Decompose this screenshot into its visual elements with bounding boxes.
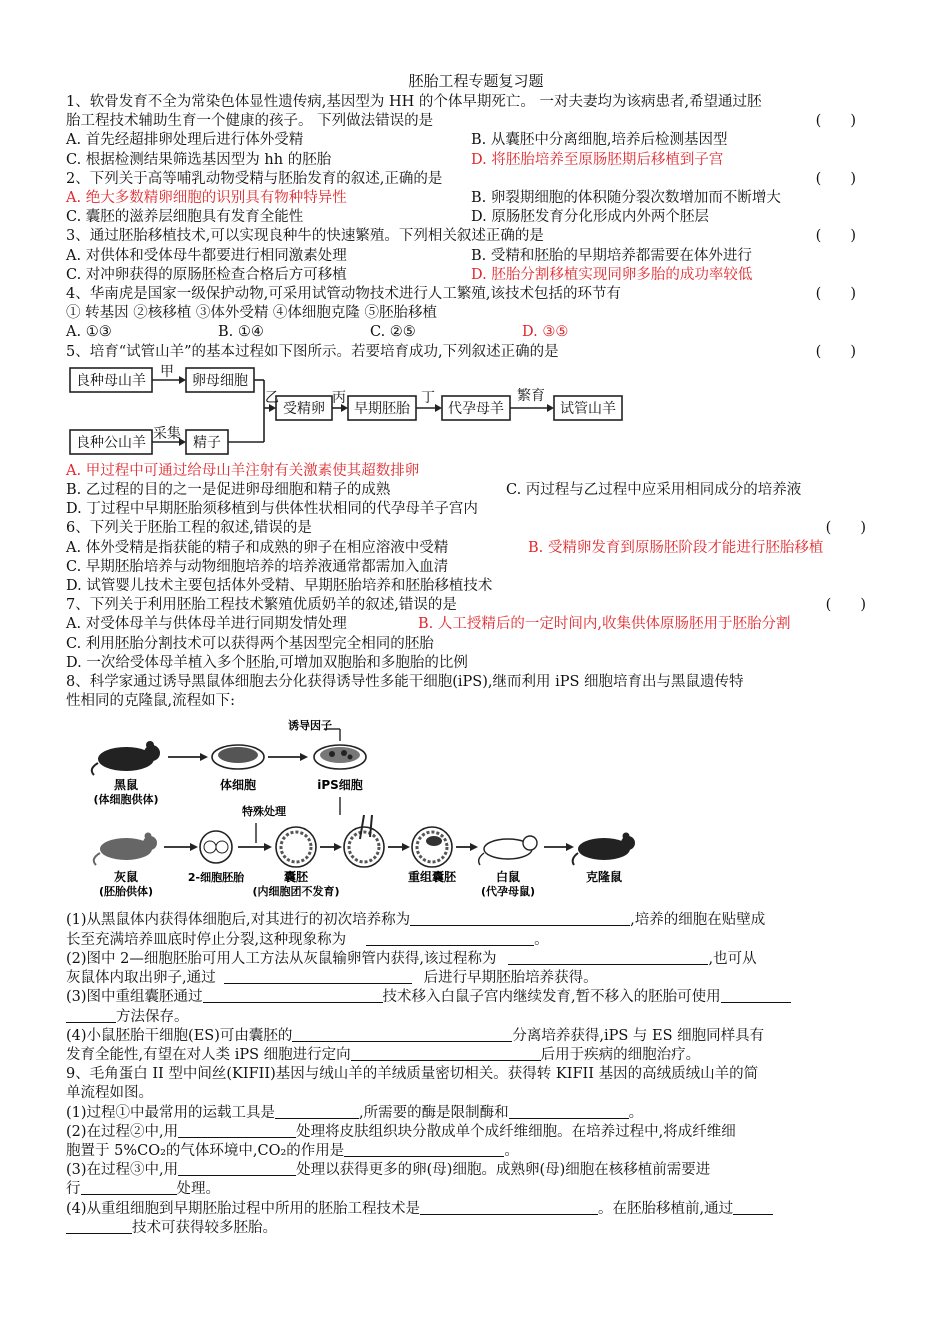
q2-option-b: B. 卵裂期细胞的体积随分裂次数增加而不断增大 bbox=[471, 190, 781, 207]
blank[interactable] bbox=[509, 1104, 629, 1119]
flow-egg: 卵母细胞 bbox=[192, 372, 248, 389]
q4-stem: 4、华南虎是国家一级保护动物,可采用试管动物技术进行人工繁殖,该技术包括的环节有 ( ) bbox=[66, 285, 886, 304]
exam-page bbox=[66, 70, 886, 1238]
flow-label-bing: 丙 bbox=[332, 389, 346, 406]
q9-part4-line2: 技术可获得较多胚胎。 bbox=[66, 1219, 886, 1238]
q8-stem-line2: 性相同的克隆鼠,流程如下: bbox=[66, 693, 235, 710]
q2-options-cd bbox=[66, 208, 886, 227]
answer-bracket: ( ) bbox=[825, 597, 866, 614]
q4-items: ① 转基因 ②核移植 ③体外受精 ④体细胞克隆 ⑤胚胎移植 bbox=[66, 305, 438, 322]
flow-zygote: 受精卵 bbox=[283, 400, 325, 417]
fig-somatic: 体细胞 bbox=[219, 778, 257, 793]
q9-part1: (1)过程①中最常用的运载工具是 ,所需要的酶是限制酶和 。 bbox=[66, 1104, 644, 1121]
clone-mouse-icon bbox=[573, 833, 635, 866]
blank[interactable] bbox=[66, 1008, 116, 1023]
blank[interactable] bbox=[508, 950, 708, 965]
q3-stem: 3、通过胚胎移植技术,可以实现良种牛的快速繁殖。下列相关叙述正确的是 ( ) bbox=[66, 227, 886, 246]
answer-bracket: ( ) bbox=[815, 170, 856, 187]
fig-blast-sub: (内细胞团不发育) bbox=[252, 885, 340, 899]
blank[interactable] bbox=[351, 1046, 541, 1061]
answer-bracket: ( ) bbox=[815, 113, 856, 130]
q2-option-d: D. 原肠胚发育分化形成内外两个胚层 bbox=[471, 209, 709, 226]
fig-ips: iPS细胞 bbox=[317, 778, 363, 793]
q7-option-b-answer: B. 人工授精后的一定时间内,收集供体原肠胚用于胚胎分割 bbox=[418, 616, 791, 633]
fig-two-cell: 2-细胞胚胎 bbox=[187, 871, 245, 885]
q1-stem-line1: 1、软骨发育不全为常染色体显性遗传病,基因型为 HH 的个体早期死亡。 一对夫妻均为该病患者,希望通过胚 bbox=[66, 94, 762, 110]
blank[interactable] bbox=[292, 1027, 512, 1042]
q1-options-ab bbox=[66, 131, 886, 150]
q9-part3-line2: 行 处理。 bbox=[66, 1181, 220, 1198]
blank[interactable] bbox=[733, 1200, 773, 1215]
blank[interactable] bbox=[178, 1123, 296, 1138]
q8-stem-line1: 8、科学家通过诱导黑鼠体细胞去分化获得诱导性多能干细胞(iPS),继而利用 iPS 细胞培育出与黑鼠遗传特 bbox=[66, 674, 744, 691]
q6-stem: 6、下列关于胚胎工程的叙述,错误的是 ( ) bbox=[66, 519, 886, 538]
flow-label-yi: 乙 bbox=[265, 389, 279, 406]
blank[interactable] bbox=[410, 911, 630, 926]
ips-dish-icon bbox=[314, 745, 366, 769]
page-title: 胚胎工程专题复习题 bbox=[408, 72, 544, 90]
q8-part4-line2: 发育全能性,有望在对人类 iPS 细胞进行定向 后用于疾病的细胞治疗。 bbox=[66, 1046, 701, 1063]
blank[interactable] bbox=[275, 1104, 359, 1119]
q9-stem-line1: 9、毛角蛋白 II 型中间丝(KIFII)基因与绒山羊的羊绒质量密切相关。获得转 KIFII 基因的高绒质绒山羊的简 bbox=[66, 1066, 759, 1083]
q5-options-bc bbox=[66, 481, 886, 500]
q8-part2-line2: 灰鼠体内取出卵子,通过 后进行早期胚胎培养获得。 bbox=[66, 970, 598, 987]
q1-options-cd bbox=[66, 151, 886, 170]
blank[interactable] bbox=[81, 1180, 177, 1195]
q2-options-ab bbox=[66, 189, 886, 208]
answer-bracket: ( ) bbox=[815, 343, 856, 360]
q5-stem: 5、培育“试管山羊”的基本过程如下图所示。若要培育成功,下列叙述正确的是 ( ) bbox=[66, 343, 886, 362]
q1-option-d-answer: D. 将胚胎培养至原肠胚期后移植到子宫 bbox=[471, 151, 724, 168]
fig-factor: 诱导因子 bbox=[288, 719, 332, 733]
blank[interactable] bbox=[366, 931, 534, 946]
q8-part4-line1: (4)小鼠胚胎干细胞(ES)可由囊胚的 分离培养获得,iPS 与 ES 细胞同样具有 bbox=[66, 1027, 765, 1044]
fig-white-sub: (代孕母鼠) bbox=[480, 885, 536, 899]
blank[interactable] bbox=[721, 988, 791, 1003]
q3-option-c: C. 对冲卵获得的原肠胚检查合格后方可移植 bbox=[66, 266, 347, 283]
gray-mouse-icon bbox=[94, 833, 157, 866]
q3-options-cd bbox=[66, 266, 886, 285]
fig-blast: 囊胚 bbox=[283, 870, 309, 885]
q3-option-a: A. 对供体和受体母牛都要进行相同激素处理 bbox=[66, 247, 347, 264]
blastocyst-icon bbox=[276, 827, 316, 867]
q3-options-ab bbox=[66, 247, 886, 266]
q2-option-c: C. 囊胚的滋养层细胞具有发育全能性 bbox=[66, 209, 304, 226]
blank[interactable] bbox=[66, 1219, 132, 1234]
flow-label-jia: 甲 bbox=[160, 363, 174, 380]
q6-option-c: C. 早期胚胎培养与动物细胞培养的培养液通常都需加入血清 bbox=[66, 558, 449, 575]
fig-black-sub: (体细胞供体) bbox=[93, 793, 159, 807]
blank[interactable] bbox=[420, 1200, 598, 1215]
q1-option-c: C. 根据检测结果筛选基因型为 hh 的胚胎 bbox=[66, 151, 332, 168]
q6-option-a: A. 体外受精是指获能的精子和成熟的卵子在相应溶液中受精 bbox=[66, 539, 449, 556]
blank[interactable] bbox=[344, 1142, 504, 1157]
somatic-dish-icon bbox=[212, 745, 264, 769]
q5-option-a-answer: A. 甲过程中可通过给母山羊注射有关激素使其超数排卵 bbox=[66, 462, 420, 479]
q3-option-d-answer: D. 胚胎分割移植实现同卵多胎的成功率较低 bbox=[471, 266, 753, 283]
q8-part3-line1: (3)图中重组囊胚通过 技术移入白鼠子宫内继续发育,暂不移入的胚胎可使用 bbox=[66, 988, 886, 1007]
q9-part2-line2: 胞置于 5%CO₂的气体环境中,CO₂的作用是 。 bbox=[66, 1142, 519, 1159]
q3-option-b: B. 受精和胚胎的早期培养都需要在体外进行 bbox=[471, 247, 752, 264]
q7-option-c: C. 利用胚胎分割技术可以获得两个基因型完全相同的胚胎 bbox=[66, 635, 434, 652]
answer-bracket: ( ) bbox=[815, 228, 856, 245]
q1-option-b: B. 从囊胚中分离细胞,培养后检测基因型 bbox=[471, 132, 728, 149]
q2-stem: 2、下列关于高等哺乳动物受精与胚胎发育的叙述,正确的是 ( ) bbox=[66, 170, 886, 189]
answer-bracket: ( ) bbox=[825, 520, 866, 537]
flow-label-breed: 繁育 bbox=[517, 387, 545, 404]
q9-part2-line1: (2)在过程②中,用 处理将皮肤组织块分散成单个成纤维细胞。在培养过程中,将成纤维细 bbox=[66, 1123, 736, 1140]
q8-part2-line1: (2)图中 2—细胞胚胎可用人工方法从灰鼠输卵管内获得,该过程称为 ,也可从 bbox=[66, 950, 757, 967]
q4-option-a: A. ①③ bbox=[66, 324, 112, 341]
fig-gray: 灰鼠 bbox=[113, 870, 139, 885]
q9-part4-line1: (4)从重组细胞到早期胚胎过程中所用的胚胎工程技术是 。在胚胎移植前,通过 bbox=[66, 1200, 886, 1219]
recombinant-blastocyst-icon bbox=[412, 827, 452, 867]
blank[interactable] bbox=[178, 1161, 296, 1176]
fig-clone: 克隆鼠 bbox=[585, 870, 623, 885]
fig-gray-sub: (胚胎供体) bbox=[98, 885, 154, 899]
q1-stem-line2: 胎工程技术辅助生育一个健康的孩子。 下列做法错误的是 ( ) bbox=[66, 112, 886, 131]
flow-sperm: 精子 bbox=[193, 434, 221, 451]
q8-figure bbox=[88, 717, 668, 907]
injection-icon bbox=[344, 815, 384, 867]
flow-label-ding: 丁 bbox=[421, 389, 435, 406]
q7-option-d: D. 一次给受体母羊植入多个胚胎,可增加双胞胎和多胞胎的比例 bbox=[66, 654, 468, 671]
fig-special: 特殊处理 bbox=[242, 805, 286, 819]
white-mouse-icon bbox=[479, 836, 537, 865]
q8-part1-line2: 长至充满培养皿底时停止分裂,这种现象称为 。 bbox=[66, 931, 549, 948]
flow-ewe: 良种母山羊 bbox=[76, 372, 146, 389]
q8-part1-line1: (1)从黑鼠体内获得体细胞后,对其进行的初次培养称为 ,培养的细胞在贴壁成 bbox=[66, 912, 766, 929]
q5-option-d: D. 丁过程中早期胚胎须移植到与供体性状相同的代孕母羊子宫内 bbox=[66, 501, 478, 518]
q7-options-ab bbox=[66, 615, 886, 634]
q6-options-ab bbox=[66, 539, 886, 558]
q1-option-a: A. 首先经超排卵处理后进行体外受精 bbox=[66, 132, 304, 149]
flow-embryo: 早期胚胎 bbox=[354, 400, 410, 417]
q5-option-b: B. 乙过程的目的之一是促进卵母细胞和精子的成熟 bbox=[66, 482, 391, 499]
flow-surrogate: 代孕母羊 bbox=[448, 400, 504, 417]
q8-part3-line2: 方法保存。 bbox=[66, 1008, 886, 1027]
blank[interactable] bbox=[224, 969, 412, 984]
two-cell-embryo-icon bbox=[200, 831, 232, 863]
q9-stem-line2: 单流程如图。 bbox=[66, 1085, 153, 1102]
q4-option-d-answer: D. ③⑤ bbox=[522, 324, 569, 341]
fig-recomb: 重组囊胚 bbox=[407, 870, 457, 885]
q6-option-b-answer: B. 受精卵发育到原肠胚阶段才能进行胚胎移植 bbox=[528, 539, 824, 556]
q2-option-a-answer: A. 绝大多数精卵细胞的识别具有物种特异性 bbox=[66, 190, 347, 207]
q7-stem: 7、下列关于利用胚胎工程技术繁殖优质奶羊的叙述,错误的是 ( ) bbox=[66, 596, 886, 615]
flow-label-collect: 采集 bbox=[153, 425, 181, 442]
flow-ram: 良种公山羊 bbox=[76, 434, 146, 451]
q5-flowchart bbox=[68, 364, 628, 462]
black-mouse-icon bbox=[92, 741, 160, 775]
q7-option-a: A. 对受体母羊与供体母羊进行同期发情处理 bbox=[66, 616, 347, 633]
q4-options bbox=[66, 323, 886, 342]
q6-option-d: D. 试管婴儿技术主要包括体外受精、早期胚胎培养和胚胎移植技术 bbox=[66, 578, 493, 595]
q4-option-c: C. ②⑤ bbox=[370, 324, 416, 341]
q9-part3-line1: (3)在过程③中,用 处理以获得更多的卵(母)细胞。成熟卵(母)细胞在核移植前需要进 bbox=[66, 1162, 711, 1179]
q4-option-b: B. ①④ bbox=[218, 324, 264, 341]
answer-bracket: ( ) bbox=[815, 286, 856, 303]
flow-kid: 试管山羊 bbox=[560, 400, 616, 417]
fig-white: 白鼠 bbox=[495, 870, 521, 885]
blank[interactable] bbox=[203, 988, 383, 1003]
fig-black: 黑鼠 bbox=[113, 778, 139, 793]
q5-option-c: C. 丙过程与乙过程中应采用相同成分的培养液 bbox=[506, 482, 802, 499]
